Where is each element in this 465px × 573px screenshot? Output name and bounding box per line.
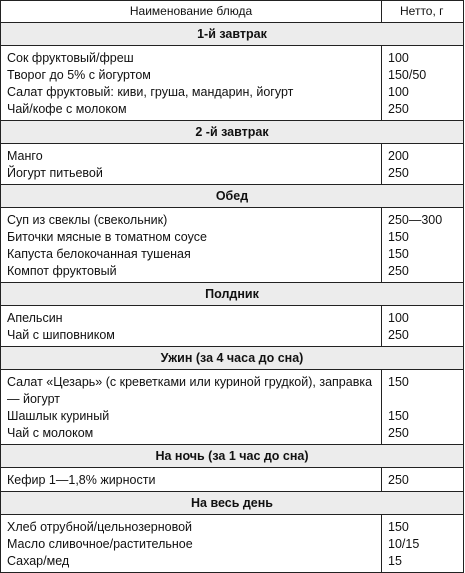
dish-net-weight: 250—300 bbox=[388, 213, 443, 227]
section-header-row bbox=[1, 492, 464, 515]
section-items-row bbox=[1, 46, 464, 121]
dish-names-cell bbox=[1, 46, 382, 121]
section-items-row bbox=[1, 208, 464, 283]
section-header-row bbox=[1, 121, 464, 144]
dish-net-weight: 10/15 bbox=[388, 537, 420, 551]
section-header-row bbox=[1, 445, 464, 468]
dish-name: Шашлык куриный bbox=[7, 409, 110, 423]
menu-body bbox=[1, 23, 464, 573]
dish-names-cell bbox=[1, 144, 382, 185]
dish-name: Йогурт питьевой bbox=[7, 166, 103, 180]
dish-name: Манго bbox=[7, 149, 43, 163]
dish-name: Чай/кофе с молоком bbox=[7, 102, 127, 116]
net-weights-cell bbox=[382, 208, 464, 283]
net-weights-cell bbox=[382, 306, 464, 347]
dish-name: Суп из свеклы (свекольник) bbox=[7, 213, 168, 227]
dish-name: Чай с шиповником bbox=[7, 328, 115, 342]
section-items-row bbox=[1, 306, 464, 347]
dish-names-cell bbox=[1, 468, 382, 492]
section-title: 2 -й завтрак bbox=[1, 121, 464, 144]
dish-net-weight: 150 bbox=[388, 409, 409, 423]
dish-net-weight: 250 bbox=[388, 473, 409, 487]
dish-net-weight: 100 bbox=[388, 311, 409, 325]
dish-names-cell bbox=[1, 208, 382, 283]
dish-net-weight: 150 bbox=[388, 247, 409, 261]
section-items-row bbox=[1, 468, 464, 492]
dish-name: Сахар/мед bbox=[7, 554, 70, 568]
dish-net-weight: 150 bbox=[388, 230, 409, 244]
dish-name: Салат «Цезарь» (с креветками или куриной грудкой), заправка — йогурт bbox=[7, 375, 373, 406]
header-net-weight: Нетто, г bbox=[382, 1, 464, 23]
dish-name: Хлеб отрубной/цельнозерновой bbox=[7, 520, 193, 534]
section-title: На весь день bbox=[1, 492, 464, 515]
dish-names-cell bbox=[1, 370, 382, 445]
section-header-row bbox=[1, 283, 464, 306]
section-items-row bbox=[1, 370, 464, 445]
dish-name: Салат фруктовый: киви, груша, мандарин, йогурт bbox=[7, 85, 294, 99]
dish-net-weight: 250 bbox=[388, 264, 409, 278]
dish-name: Биточки мясные в томатном соусе bbox=[7, 230, 207, 244]
dish-names-cell bbox=[1, 515, 382, 573]
section-title: На ночь (за 1 час до сна) bbox=[1, 445, 464, 468]
dish-name: Творог до 5% с йогуртом bbox=[7, 68, 151, 82]
section-title: Полдник bbox=[1, 283, 464, 306]
section-header-row bbox=[1, 185, 464, 208]
dish-net-weight: 200 bbox=[388, 149, 409, 163]
section-items-row bbox=[1, 144, 464, 185]
dish-net-weight: 150/50 bbox=[388, 68, 427, 82]
net-weights-cell bbox=[382, 468, 464, 492]
dish-net-weight: 150 bbox=[388, 520, 409, 534]
dish-net-weight: 15 bbox=[388, 554, 402, 568]
section-items-row bbox=[1, 515, 464, 573]
dish-net-weight: 250 bbox=[388, 166, 409, 180]
net-weights-cell bbox=[382, 515, 464, 573]
section-title: Ужин (за 4 часа до сна) bbox=[1, 347, 464, 370]
dish-name: Апельсин bbox=[7, 311, 63, 325]
net-weights-cell bbox=[382, 46, 464, 121]
section-title: 1-й завтрак bbox=[1, 23, 464, 46]
dish-net-weight: 250 bbox=[388, 426, 409, 440]
dish-name: Чай с молоком bbox=[7, 426, 94, 440]
header-dish-name: Наименование блюда bbox=[1, 1, 382, 23]
dish-net-weight: 100 bbox=[388, 51, 409, 65]
dish-net-weight: 250 bbox=[388, 102, 409, 116]
dish-name: Кефир 1—1,8% жирности bbox=[7, 473, 156, 487]
section-title: Обед bbox=[1, 185, 464, 208]
dish-name: Компот фруктовый bbox=[7, 264, 117, 278]
dish-name: Капуста белокочанная тушеная bbox=[7, 247, 191, 261]
dish-name: Масло сливочное/растительное bbox=[7, 537, 193, 551]
dish-net-weight: 250 bbox=[388, 328, 409, 342]
dish-net-weight: 100 bbox=[388, 85, 409, 99]
net-weights-cell bbox=[382, 370, 464, 445]
dish-name: Сок фруктовый/фреш bbox=[7, 51, 134, 65]
section-header-row bbox=[1, 23, 464, 46]
dish-net-weight: 150 bbox=[388, 375, 409, 389]
header-row bbox=[1, 1, 464, 23]
net-weights-cell bbox=[382, 144, 464, 185]
section-header-row bbox=[1, 347, 464, 370]
dish-names-cell bbox=[1, 306, 382, 347]
